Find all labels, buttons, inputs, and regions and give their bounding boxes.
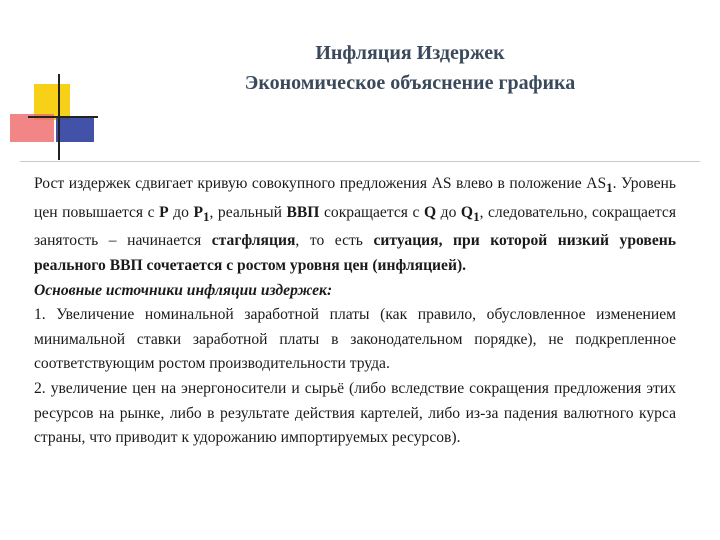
slide-body [34,172,676,451]
text-run-bold: стагфляция [211,232,296,250]
red-square-decoration [10,114,54,142]
text-run-bold: ситуация, при которой низкий уровень реального ВВП сочетается с ростом уровня цен (инфляцией). [34,232,676,274]
slide-title [130,38,690,98]
title-line-2: Экономическое объяснение графика [244,72,576,94]
title-line-1: Инфляция Издержек [315,42,505,64]
text-run: . Уровень цен повышается с [34,175,676,221]
text-run-bold: P [159,203,169,221]
paragraph-main [34,172,676,279]
text-run: Рост издержек сдвигает кривую совокупного предложения AS влево в положение AS [34,175,607,192]
text-run: до [436,203,461,221]
source-item-2: 2. увеличение цен на энергоносители и сырьё (либо вследствие сокращения предложения этих ресурсов на рынке, либо в результате действия картелей, либо из-за падения валютного курса страны, что приводит к удорожанию импортируемых ресурсов). [34,379,676,447]
text-run-bold: Q [460,203,474,221]
sources-heading: Основные источники инфляции издержек: [34,281,333,299]
title-divider [20,161,700,162]
decorative-logo [0,0,110,170]
text-run: , реальный [209,203,287,221]
text-run-bold: Q [423,203,437,221]
blue-square-decoration [56,118,94,142]
source-item-1: 1. Увеличение номинальной заработной платы (как правило, обусловленное изменением минимальной ставки заработной платы в законодательном порядке), не подкрепленное соответствующим ростом производительности труда. [34,306,676,373]
subscript: 1 [202,208,210,224]
subscript: 1 [473,208,480,224]
text-run: , следовательно, сокращается занятость – начинается [34,203,677,250]
text-run: , то есть [295,232,374,250]
text-run: до [168,203,194,221]
text-run-bold: ВВП [286,203,320,221]
subscript: 1 [606,180,613,196]
text-run: сокращается с [319,203,424,221]
text-run-bold: P [193,203,203,221]
horizontal-line-decoration [28,116,98,118]
